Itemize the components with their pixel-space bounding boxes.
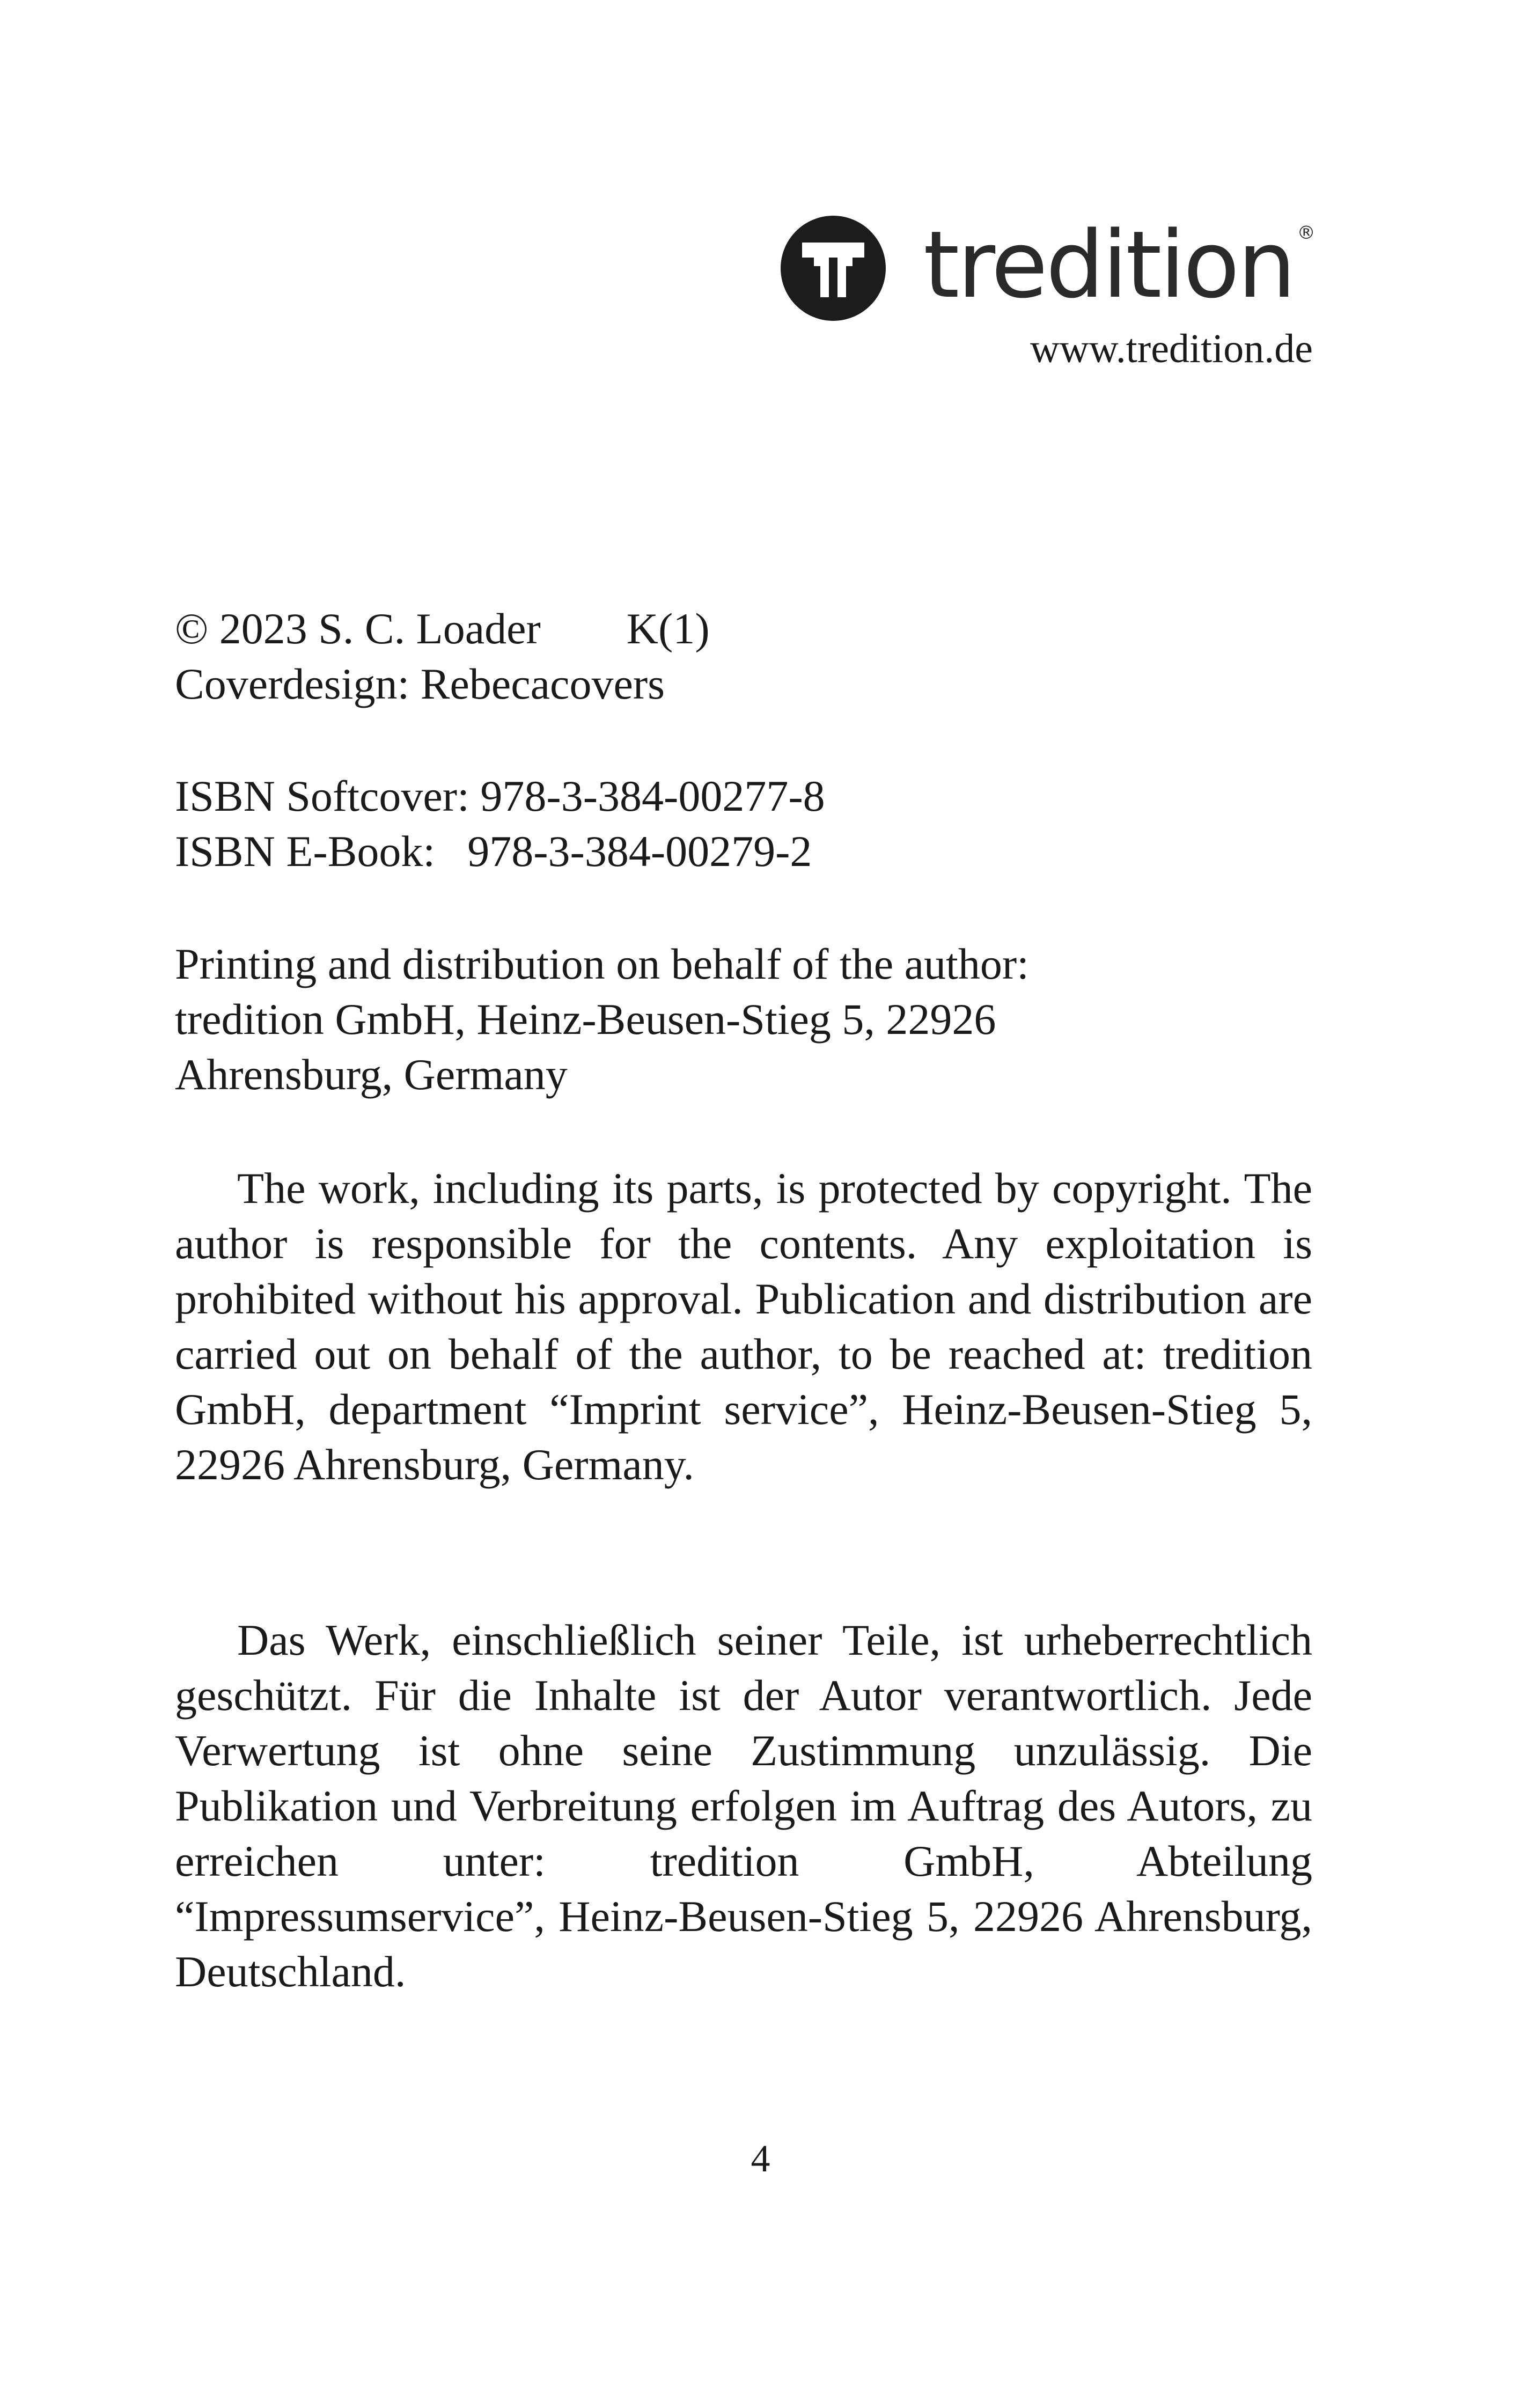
tredition-badge-icon [781, 216, 886, 321]
isbn-block [175, 768, 1312, 879]
isbn-ebook-line [175, 824, 1312, 879]
printing-line-3: Ahrensburg, Germany [175, 1050, 568, 1099]
isbn-ebook-label: ISBN E-Book: [175, 827, 436, 876]
isbn-softcover-line [175, 768, 1312, 824]
printing-block [175, 936, 1312, 1102]
printing-line-1: Printing and distribution on behalf of the author: [175, 939, 1029, 988]
copyright-holder: © 2023 S. C. Loader [175, 604, 541, 653]
tt-monogram-icon [781, 216, 886, 321]
copyright-line [175, 601, 1312, 656]
german-copyright-notice: Das Werk, einschließlich seiner Teile, ist urheberrechtlich geschützt. Für die Inhalte ist der Autor verantwortlich. Jede Verwertung ist ohne seine Zustimmung unzulässig. Die Publikation und Verbreitung erfolgen im Auftrag des Autors, zu erreichen unter: tredition GmbH, Abteilung “Impressumservice”, Heinz-Beusen-Stieg 5, 22926 Ahrensburg, Deutschland. [175, 1616, 1312, 1996]
isbn-softcover-label: ISBN Softcover: [175, 772, 469, 820]
copyright-block [175, 601, 1312, 711]
cover-design-credit: Coverdesign: Rebecacovers [175, 659, 665, 708]
printing-line-2: tredition GmbH, Heinz-Beusen-Stieg 5, 22926 [175, 995, 996, 1044]
publisher-url[interactable]: www.tredition.de [1030, 326, 1313, 371]
edition-code: K(1) [626, 604, 710, 653]
publisher-logo [781, 212, 1317, 325]
isbn-ebook: 978-3-384-00279-2 [467, 827, 812, 876]
english-copyright-notice: The work, including its parts, is protected by copyright. The author is responsible for the contents. Any exploitation is prohibited without his approval. Publication and distribution are carried out on behalf of the author, to be reached at: tredition GmbH, department “Imprint service”, Heinz-Beusen-Stieg 5, 22926 Ahrensburg, Germany. [175, 1164, 1312, 1489]
isbn-softcover: 978-3-384-00277-8 [480, 772, 825, 820]
publisher-wordmark: tredition [923, 211, 1294, 319]
registered-mark: ® [1297, 222, 1316, 244]
page-number: 4 [751, 2137, 770, 2180]
